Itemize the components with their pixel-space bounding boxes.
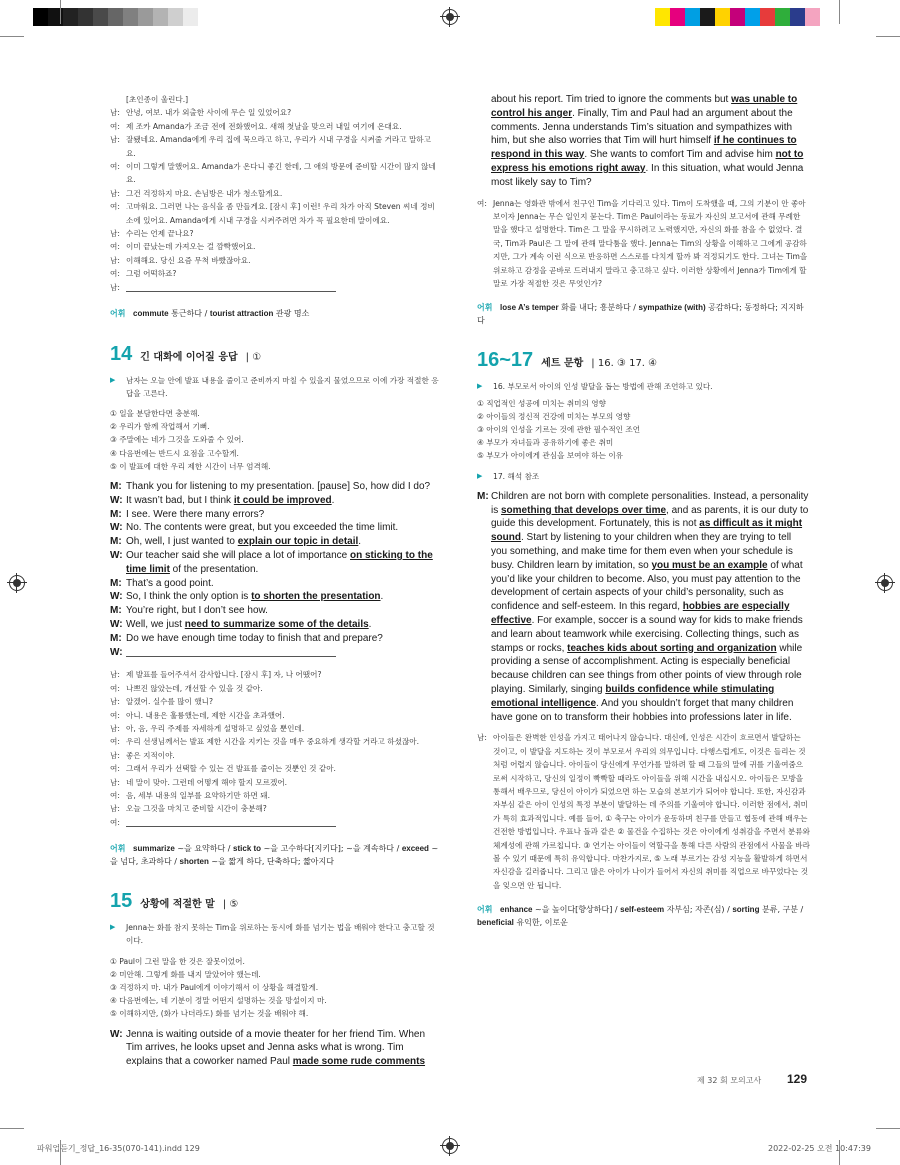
page-label: 제 32 회 모의고사 [697, 1076, 762, 1085]
text-span: I see. Were there many errors? [126, 508, 265, 520]
q14-header [110, 343, 440, 366]
vocab-list [477, 905, 803, 927]
vocab-label: 어휘 [477, 905, 493, 915]
q1617-answer: | 16. ③ 17. ④ [591, 358, 658, 370]
speaker-label: 남: [477, 733, 487, 743]
transcript-line [110, 187, 440, 200]
q1617-english-passage [477, 490, 810, 725]
line-text: 좋은 지적이야. [126, 750, 175, 760]
text-span: . She wants to comfort Tim and advise him [584, 149, 776, 161]
transcript-line [110, 776, 440, 789]
line-text: 이해해요. 당신 요즘 무척 바빴잖아요. [126, 255, 251, 265]
text-span: . Finally, Tim and Paul had an argument about the comments. Jenna understands Tim’s situation and sympathizes with him, but she also worries that Tim will hurt himself [491, 107, 793, 147]
line-text: 그래서 우리가 선택할 수 있는 건 발표를 줄이는 것뿐인 것 같아. [126, 764, 336, 774]
key-phrase: teaches kids about sorting and organization [567, 642, 777, 654]
text-span: of what you’d like your children to become. Also, you must pay attention to the development of certain aspects of your child’s personality, such as confidence and self-esteem. In this regard, [491, 559, 803, 613]
text-span: Do we have enough time today to finish that and prepare? [126, 632, 383, 644]
line-text: 잘됐네요. Amanda에게 우리 집에 묵으라고 하고, 우리가 시내 구경을 시켜줄 거라고 말하고요. [126, 135, 431, 158]
text-span: . [380, 591, 384, 603]
vocab-term: tourist attraction [209, 309, 274, 319]
speaker-label: 여: [110, 121, 120, 131]
vocab-term: beneficial [477, 917, 514, 927]
speaker-label: W: [110, 591, 123, 603]
q15-options [110, 955, 440, 1021]
q14-answer-value: ① [252, 351, 262, 363]
vocab-meaning: ~을 넘다, 초과하다 [110, 844, 439, 866]
vocab-separator: / [202, 309, 210, 319]
speaker-label: W: [110, 618, 123, 630]
vocab-label: 어휘 [477, 303, 493, 313]
transcript-line [110, 494, 440, 508]
vocab-term: commute [133, 309, 169, 319]
text-span: of the presentation. [169, 563, 259, 575]
q15-answer: | ⑤ [222, 899, 239, 911]
transcript-line [110, 200, 440, 227]
transcript-line [110, 749, 440, 762]
text-span: Our teacher said she will place a lot of importance [126, 550, 350, 561]
speaker-label: M: [110, 605, 122, 617]
speaker-label: M: [110, 632, 122, 644]
left-column [110, 93, 440, 1069]
q14-description-text: 남자는 오늘 안에 발표 내용을 줄이고 준비까지 마칠 수 있을지 물었으므로 이에 가장 적절한 응답을 고른다. [126, 375, 439, 398]
key-phrase: if he continues to respond in this way [491, 135, 797, 161]
transcript-line [110, 133, 440, 160]
q14-options [110, 407, 440, 473]
speaker-label: 여: [110, 202, 120, 212]
q14-number: 14 [110, 342, 133, 365]
vocab-separator: / [630, 303, 639, 313]
key-phrase: to shorten the presentation [251, 591, 381, 603]
transcript-line [110, 646, 440, 662]
line-text: 이미 그렇게 말했어요. Amanda가 온다니 좋긴 한데, 그 애의 방문에 준비할 시간이 많지 않네요. [126, 162, 436, 185]
line-text: 알겠어. 실수를 많이 했니? [126, 697, 214, 707]
transcript-line [110, 577, 440, 591]
speaker-label: 남: [110, 670, 120, 680]
transcript-line [110, 762, 440, 775]
speaker-label: W: [110, 646, 123, 658]
color-bar [655, 8, 835, 26]
vocab-separator: / [225, 844, 234, 854]
key-phrase: made some rude comments [292, 1056, 426, 1068]
transcript-line [110, 267, 440, 280]
speaker-label: M: [110, 577, 122, 589]
transcript-line [110, 160, 440, 187]
speaker-label: W: [110, 522, 123, 534]
text-span: about his report. Tim tried to ignore the comments but [491, 94, 732, 105]
page-number: 129 [787, 1072, 808, 1086]
transcript-line [110, 535, 440, 549]
vocab-meaning: ~을 짧게 하다, 단축하다; 짧아지다 [208, 856, 334, 866]
vocab-term: exceed [401, 844, 429, 854]
option-item: ③ 아이의 인성을 기르는 것에 관한 필수적인 조언 [477, 425, 641, 435]
vocab-term: self-esteem [620, 905, 665, 915]
speaker-label: 남: [110, 804, 120, 814]
speaker-label: M: [110, 508, 122, 520]
q14-description [110, 374, 440, 400]
vocab-label: 어휘 [110, 309, 126, 319]
transcript-line [110, 816, 440, 831]
q14-korean-transcript [110, 668, 440, 831]
crop-mark [876, 1128, 900, 1129]
line-text: 그건 걱정하지 마요. 손님방은 내가 청소할게요. [126, 188, 283, 198]
q1617-korean-translation [477, 731, 810, 892]
q16-description-text: 16. 부모로서 아이의 인성 발달을 돕는 방법에 관해 조언하고 있다. [493, 382, 713, 392]
transcript-line [110, 549, 440, 577]
text-span: . For example, soccer is a sound way for kids to make friends and learn about teamwork while exercising. Collecting things, such as stamps or rocks, [491, 615, 803, 654]
speaker-label: 여: [110, 683, 120, 693]
vocab-term: sympathize (with) [638, 303, 706, 313]
text-span: No. The contents were great, but you exceeded the time limit. [126, 522, 399, 534]
option-item: ③ 걱정하지 마. 내가 Paul에게 이야기해서 이 상황을 해결할게. [110, 983, 319, 993]
vocab-term: lose A’s temper [500, 303, 559, 313]
option-item: ④ 부모가 자녀들과 공유하기에 좋은 취미 [477, 438, 614, 448]
q13-korean-transcript [110, 93, 440, 296]
q16-description [477, 380, 810, 393]
vocab-meaning: 화를 내다; 흥분하다 [558, 303, 631, 313]
speaker-label: W: [110, 1028, 123, 1040]
key-phrase: on sticking to the time limit [126, 550, 433, 575]
transcript-line [110, 590, 440, 604]
speaker-label: 여: [110, 242, 120, 252]
registration-mark-left [9, 575, 25, 591]
q1617-title: 세트 문항 [541, 358, 584, 370]
option-item: ① 일을 분담한다면 충분해. [110, 409, 200, 418]
speaker-label: 남: [110, 188, 120, 198]
line-text: 수리는 언제 끝나요? [126, 229, 194, 239]
answer-blank [126, 281, 336, 292]
answer-blank [126, 816, 336, 827]
key-phrase: something that develops over time [501, 504, 667, 516]
text-span: . In this situation, what would Jenna most likely say to Tim? [491, 162, 804, 188]
transcript-line [110, 722, 440, 735]
option-item: ④ 다음번에는 반드시 요점을 고수할게. [110, 448, 239, 458]
key-phrase: hobbies are especially effective [491, 601, 790, 627]
text-span: Thank you for listening to my presentation. [pause] So, how did I do? [126, 481, 431, 493]
q14-answer: | ① [245, 351, 262, 363]
triangle-bullet-icon: ▶ [110, 375, 116, 384]
speaker-label: 여: [110, 162, 120, 172]
speaker-label: 남: [110, 777, 120, 787]
line-text: 제 조카 Amanda가 조금 전에 전화했어요. 새해 첫날을 맞으러 내일 여기에 온대요. [126, 121, 402, 131]
transcript-line [110, 604, 440, 618]
speaker-label: 여: [110, 269, 120, 279]
option-item: ② 미안해. 그렇게 화를 내지 말았어야 했는데. [110, 969, 261, 979]
speaker-label: 여: [110, 737, 120, 747]
crop-mark [876, 36, 900, 37]
vocab-meaning: 통근하다 [168, 309, 203, 319]
text-span: , and as parents, it is our duty to guide this development. Fortunately, this is not [491, 504, 809, 530]
line-text: 아니. 내용은 훌륭했는데, 제한 시간을 초과했어. [126, 710, 285, 720]
transcript-line [110, 521, 440, 535]
text-span: You’re right, but I don’t see how. [126, 605, 268, 617]
q1617-passage-text [491, 491, 808, 723]
text-span: Oh, well, I just wanted to [126, 536, 238, 548]
text-span: . [358, 536, 362, 548]
line-text: 오늘 그것을 마치고 준비할 시간이 충분해? [126, 804, 267, 814]
text-span: Well, we just [126, 618, 185, 630]
speaker-label: 여: [477, 198, 487, 208]
vocab-term: sorting [732, 905, 760, 915]
triangle-bullet-icon: ▶ [477, 471, 483, 480]
transcript-line [110, 106, 440, 119]
transcript-line [110, 682, 440, 695]
vocab-meaning: 유익한, 이로운 [513, 917, 568, 927]
transcript-line [110, 735, 440, 748]
vocab-meaning: ~을 고수하다[지키다]; ~을 계속하다 [261, 844, 395, 854]
key-phrase: builds confidence while stimulating emotional intelligence [491, 684, 775, 709]
text-span: Jenna is waiting outside of a movie theater for her friend Tim. When Tim arrives, he looks upset and Jenna asks what is wrong. Tim explains that a coworker named Paul [126, 1028, 426, 1068]
q1617-korean-text: 아이들은 완벽한 인성을 가지고 태어나지 않습니다. 대신에, 인성은 시간이 흐르면서 발달하는 것이고, 이 발달을 지도하는 것이 부모로서 우리의 의무입니다. 다행스럽게도, 이것은 들리는 것처럼 어렵지 않습니다. 아이들이 당신에게 무언가를 말하려 할 때 그들의 말에 귀를 기울여줌으로써 시작하고, 당신의 일정이 빡빡할 때라도 아이들을 위해 시간을 내십시오. 아이들은 모방을 통해서 배우므로, 당신이 아이가 되었으면 하는 모습의 본보기가 되어야 합니다. 또한, 자신감과 자부심 같은 아이 인성의 특정 부분이 발달하는 데 주의를 기울여야 합니다. 이러한 점에서, 취미가 특히 효과적입니다. 예를 들어, ① 축구는 아이가 운동하며 친구를 만들고 협동에 관해 배우는 건전한 방법입니다. 우표나 돌과 같은 ② 물건을 수집하는 것은 아이에게 성취감을 주면서 분류와 체계성에 관해 가르칩니다. ③ 연기는 아이들이 역할극을 통해 다른 사람의 관점에서 사물을 바라볼 수 있기 때문에 특히 유익합니다. 마찬가지로, ⑤ 노래 부르기는 감성 지능을 활발하게 하면서 자신감을 길러줍니다. 그리고 많은 아이가 나이가 들어서 자신의 취미를 직업으로 바꾸었다는 것을 잊으면 안 됩니다. [493, 733, 810, 890]
registration-mark-bottom [442, 1138, 458, 1154]
answer-blank [126, 646, 336, 657]
transcript-line [110, 508, 440, 522]
vocab-meaning: 분류, 구분 [759, 905, 798, 915]
q15-answer-value: ⑤ [229, 899, 239, 911]
transcript-line [110, 480, 440, 494]
vocab-separator: / [724, 905, 733, 915]
option-item: ④ 다음번에는, 네 기분이 정말 어떤지 설명하는 것을 망설이지 마. [110, 996, 327, 1006]
q1617-header [477, 349, 810, 372]
speaker-label: 남: [110, 255, 120, 265]
option-item: ① 직업적인 성공에 미치는 취미의 영향 [477, 398, 606, 408]
option-item: ③ 주말에는 네가 그것을 도와줄 수 있어. [110, 435, 244, 445]
speaker-label: W: [110, 550, 123, 561]
transcript-line [110, 618, 440, 632]
transcript-line [110, 120, 440, 133]
key-phrase: was unable to control his anger [491, 94, 798, 119]
option-item: ② 아이들의 정신적 건강에 미치는 부모의 영향 [477, 411, 631, 421]
right-column [477, 93, 810, 929]
line-text: 제 발표를 들어주셔서 감사합니다. [잠시 후] 자, 나 어땠어? [126, 670, 322, 680]
q1617-vocabulary [477, 904, 810, 929]
vocab-list [477, 303, 804, 325]
q15-english-passage-start [110, 1028, 440, 1069]
option-item: ① Paul이 그런 말을 한 것은 잘못이었어. [110, 956, 245, 966]
speaker-label: 여: [110, 791, 120, 801]
q15-number: 15 [110, 890, 133, 913]
vocab-list [133, 309, 309, 318]
q15-description-text: Jenna는 화를 참지 못하는 Tim을 위로하는 동시에 화를 넘기는 법을 배워야 한다고 충고할 것이다. [126, 923, 435, 946]
speaker-label: 여: [110, 817, 120, 827]
line-text: 네 말이 맞아. 그런데 어떻게 해야 할지 모르겠어. [126, 777, 288, 787]
line-text: 고마워요. 그러면 나는 음식을 좀 만들게요. [잠시 후] 이런! 우리 차가 아직 Steven 씨네 정비소에 있어요. Amanda에게 시내 구경을 시켜주려면 차가 꼭 필요한데 말이에요. [126, 202, 435, 225]
transcript-line [110, 93, 440, 106]
vocab-separator: / [394, 844, 402, 854]
speaker-label: 남: [110, 135, 120, 145]
option-item: ⑤ 이 발표에 대한 우리 제한 시간이 너무 엄격해. [110, 461, 271, 471]
q15-korean-text: Jenna는 영화관 밖에서 친구인 Tim을 기다리고 있다. Tim이 도착했을 때, 그의 기분이 안 좋아 보이자 Jenna는 무슨 일인지 묻는다. Tim은 Paul이라는 동료가 자신의 보고서에 관해 무례한 말을 했다고 설명한다. Tim은 그 말을 무시하려고 노력했지만, 자신의 화를 참을 수 없었다. 결국, Tim과 Paul은 그 말에 관해 말다툼을 했다. Jenna는 Tim의 상황을 이해하고 그에게 공감하지만, 그가 계속 이런 식으로 반응하면 스스로를 다치게 할까 봐 걱정되기도 한다. 그녀는 Tim을 위로하고 감정을 곧바로 드러내지 말라고 충고하고 싶다. 이러한 상황에서 Jenna가 Tim에게 할 말로 가장 적절한 것은 무엇인가? [493, 198, 808, 289]
q1617-answer-value: 16. ③ 17. ④ [597, 358, 658, 370]
registration-mark-top [442, 9, 458, 25]
vocab-term: summarize [133, 844, 175, 854]
text-span: . Start by listening to your children when they are trying to tell you something, and make time for them even when your schedule is busy. Children learn by imitation, so [491, 532, 793, 571]
q17-description-text: 17. 해석 참조 [493, 471, 540, 481]
text-span: . [368, 618, 372, 630]
line-text: [초인종이 울린다.] [126, 95, 189, 104]
key-phrase: not to express his emotions right away [491, 149, 804, 174]
line-text: 아, 음, 우리 주제를 자세하게 설명하고 싶었을 뿐인데. [126, 724, 305, 733]
vocab-term: stick to [233, 844, 262, 854]
transcript-line [110, 668, 440, 681]
q15-vocabulary [477, 302, 810, 327]
speaker-label: W: [110, 494, 123, 506]
transcript-line [110, 709, 440, 722]
q15-title: 상황에 적절한 말 [140, 899, 215, 911]
vocab-meaning: 관광 명소 [273, 309, 310, 319]
q17-description [477, 470, 810, 483]
q16-options [477, 397, 810, 463]
q14-english-transcript [110, 480, 440, 661]
speaker-label: M: [477, 490, 489, 502]
text-span: . And you shouldn’t forget that many children have gone on to transform their hobbies into professions later in life. [491, 697, 794, 723]
speaker-label: 남: [110, 750, 120, 760]
key-phrase: it could be improved [233, 494, 332, 506]
q15-description [110, 921, 440, 947]
speaker-label: 남: [110, 282, 120, 292]
file-name: 파워업듣기_정답_16-35(070-141).indd 129 [37, 1144, 200, 1153]
q14-vocabulary [110, 843, 440, 868]
transcript-line [110, 802, 440, 815]
speaker-label: 여: [110, 710, 120, 720]
vocab-term: enhance [500, 905, 533, 915]
vocab-label: 어휘 [110, 844, 126, 854]
option-item: ⑤ 이해하지만, (화가 나더라도) 화를 넘기는 것을 배워야 해. [110, 1009, 309, 1019]
q15-header [110, 890, 440, 913]
key-phrase: as difficult as it might sound [491, 518, 803, 544]
text-span: It wasn’t bad, but I think [126, 494, 234, 506]
transcript-line [110, 632, 440, 646]
line-text: 이미 끝났는데 가져오는 걸 깜빡했어요. [126, 242, 256, 252]
line-text: 음, 세부 내용의 일부를 요약하기만 하면 돼. [126, 791, 271, 801]
q13-vocabulary [110, 308, 440, 321]
vocab-list [110, 844, 438, 866]
crop-mark [839, 0, 840, 24]
vocab-meaning: 공감하다; 동정하다; 지지하다 [477, 303, 804, 325]
q15-passage-text [126, 1029, 425, 1068]
q15-english-passage-cont [477, 93, 810, 190]
line-text: 안녕, 여보. 내가 외출한 사이에 무슨 일 있었어요? [126, 108, 292, 118]
transcript-line [110, 789, 440, 802]
line-text: 우리 선생님께서는 발표 제한 시간을 지키는 것을 매우 중요하게 생각할 거라고 하셨잖아. [126, 737, 420, 747]
speaker-label: M: [110, 481, 122, 493]
q15-korean-translation [477, 197, 810, 291]
speaker-label: 여: [110, 764, 120, 774]
registration-mark-right [877, 575, 893, 591]
text-span: while providing a sense of accomplishment. Acting is especially beneficial because children can see things from other points of view through role playing. Similarly, singing [491, 642, 803, 695]
vocab-meaning: ~을 높이다[향상하다] [532, 905, 613, 915]
key-phrase: you must be an example [651, 559, 768, 571]
text-span: Children are not born with complete personalities. Instead, a personality is [491, 490, 809, 516]
timestamp: 2022-02-25 오전 10:47:39 [768, 1144, 871, 1153]
speaker-label: 남: [110, 697, 120, 707]
speaker-label: M: [110, 536, 122, 548]
line-text: 그럼 어떡하죠? [126, 269, 177, 279]
q14-title: 긴 대화에 이어질 응답 [140, 351, 238, 363]
line-text: 나쁘진 않았는데, 개선할 수 있을 것 같아. [126, 683, 263, 693]
vocab-separator: / [171, 856, 180, 866]
text-span: That’s a good point. [126, 577, 214, 589]
text-span: So, I think the only option is [126, 591, 252, 603]
vocab-meaning: ~을 요약하다 [174, 844, 226, 854]
transcript-line [110, 227, 440, 240]
text-span: . [331, 494, 335, 506]
transcript-line [110, 240, 440, 253]
crop-mark [60, 0, 61, 24]
vocab-separator: / [612, 905, 621, 915]
crop-mark [0, 36, 24, 37]
triangle-bullet-icon: ▶ [477, 382, 483, 391]
q15-passage-text [491, 94, 803, 188]
vocab-term: shorten [179, 856, 209, 866]
key-phrase: need to summarize some of the details [184, 618, 369, 630]
triangle-bullet-icon: ▶ [110, 923, 116, 932]
transcript-line [110, 254, 440, 267]
transcript-line [110, 695, 440, 708]
q1617-number: 16~17 [477, 349, 534, 372]
speaker-label: 남: [110, 229, 120, 239]
transcript-line [110, 281, 440, 296]
crop-mark [0, 1128, 24, 1129]
option-item: ⑤ 부모가 아이에게 관심을 보여야 하는 이유 [477, 451, 623, 461]
speaker-label: 남: [110, 724, 120, 733]
speaker-label: 남: [110, 108, 120, 118]
vocab-separator: / [798, 905, 804, 915]
vocab-meaning: 자부심; 자존(심) [664, 905, 725, 915]
key-phrase: explain our topic in detail [237, 536, 359, 548]
option-item: ② 우리가 함께 작업해서 기뻐. [110, 422, 210, 432]
